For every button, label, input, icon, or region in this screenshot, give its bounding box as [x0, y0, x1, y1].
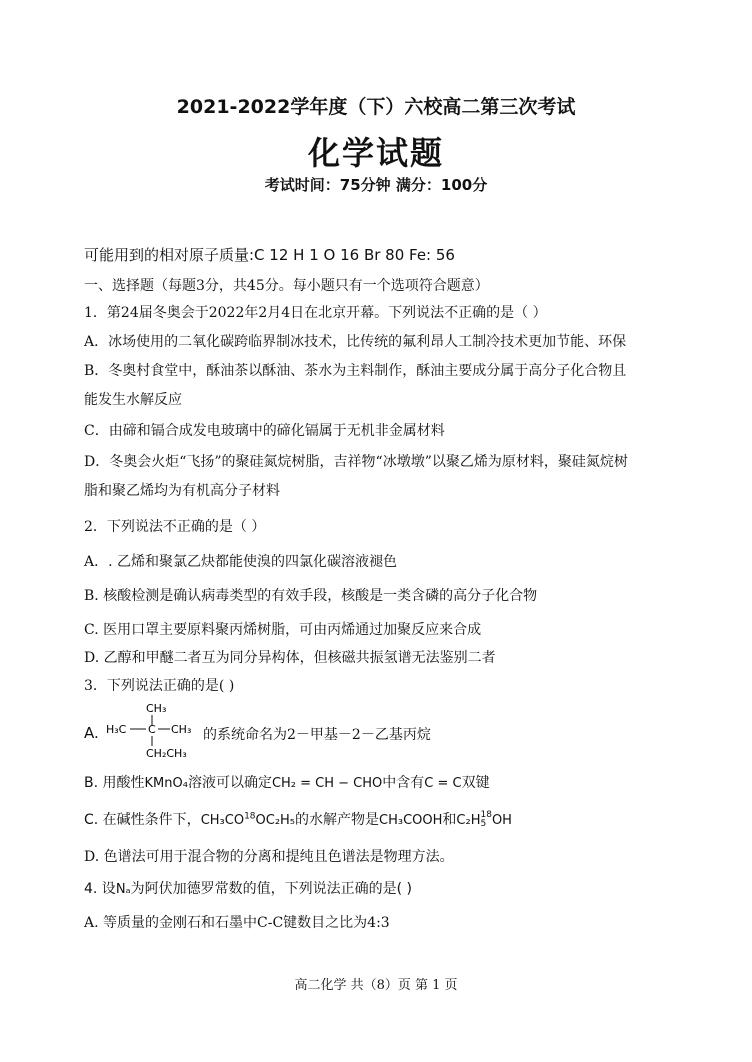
exam-title-subject: 化学试题 — [307, 134, 444, 172]
struct-ch3-top: CH₃ — [146, 702, 167, 715]
q1-option-b-line1: B．冬奥村食堂中，酥油茶以酥油、茶水为主料制作，酥油主要成分属于高分子化合物且 — [84, 363, 627, 379]
q3-option-d: D. 色谱法可用于混合物的分离和提纯且色谱法是物理方法。 — [84, 849, 454, 865]
q3-b-pre: B. 用酸性 — [84, 775, 145, 791]
q2-stem: 2．下列说法不正确的是（ ） — [84, 519, 266, 535]
q3-structure-diagram — [104, 700, 200, 762]
q3-c-formula-alcohol-sub: 5 — [480, 819, 487, 829]
struct-center-carbon: C — [148, 723, 156, 736]
q3-c-mid: 的水解产物是 — [295, 812, 380, 828]
q3-b-post: 双键 — [461, 775, 490, 791]
q4-option-a: A. 等质量的金刚石和石墨中C-C键数目之比为4:3 — [84, 915, 390, 931]
q2-option-a: A．. 乙烯和聚氯乙炔都能使溴的四氯化碳溶液褪色 — [84, 554, 398, 570]
q3-option-a-text: 的系统命名为2－甲基－2－乙基丙烷 — [203, 727, 431, 743]
q3-option-c — [84, 809, 512, 829]
q3-c-formula-acid: CH₃COOH — [379, 813, 443, 828]
q4-stem-formula: Nₐ — [115, 882, 131, 897]
q4-stem — [84, 878, 412, 898]
q1-option-d-line1: D．冬奥会火炬“飞扬”的聚硅氮烷树脂，吉祥物“冰墩墩”以聚乙烯为原材料，聚硅氮烷树 — [84, 454, 628, 470]
q3-c-and: 和 — [442, 812, 457, 828]
q4-stem-post: 为阿伏加德罗常数的值，下列说法正确的是( ) — [130, 881, 413, 897]
q1-stem: 1．第24届冬奥会于2022年2月4日在北京开幕。下列说法不正确的是（ ） — [84, 305, 547, 321]
q3-option-a-label: A. — [84, 724, 99, 742]
q3-c-pre: C. 在碱性条件下， — [84, 812, 201, 828]
q3-c-formula-alcohol-sup: 18 — [480, 810, 492, 820]
q1-option-d-line2: 脂和聚乙烯均为有机高分子材料 — [84, 483, 280, 499]
q2-option-c: C. 医用口罩主要原料聚丙烯树脂，可由丙烯通过加聚反应来合成 — [84, 622, 482, 638]
q3-stem: 3．下列说法正确的是( ) — [84, 678, 235, 694]
q3-c-formula-ester-b: OC₂H₅ — [255, 813, 296, 828]
q3-c-formula-alcohol-a: C₂H — [456, 813, 481, 828]
q3-b-formula-acrolein: CH₂ = CH − CHO — [271, 776, 383, 791]
page-footer: 高二化学 共（8）页 第 1 页 — [294, 978, 458, 993]
q2-option-d: D. 乙醇和甲醚二者互为同分异构体，但核磁共振氢谱无法鉴别二者 — [84, 650, 496, 666]
q3-option-b — [84, 772, 490, 792]
q4-stem-pre: 4. 设 — [84, 881, 116, 897]
q1-option-b-line2: 能发生水解反应 — [84, 392, 182, 408]
q1-option-c: C．由碲和镉合成发电玻璃中的碲化镉属于无机非金属材料 — [84, 423, 445, 439]
exam-info: 考试时间：75分钟 满分：100分 — [264, 176, 488, 194]
q3-b-mid2: 中含有 — [382, 775, 425, 791]
q3-c-formula-ester-a: CH₃CO — [200, 813, 245, 828]
q3-b-formula-kmno4: KMnO₄ — [144, 776, 188, 791]
atomic-masses: 可能用到的相对原子质量:C 12 H 1 O 16 Br 80 Fe: 56 — [84, 246, 455, 264]
section-heading: 一、选择题（每题3分，共45分。每小题只有一个选项符合题意） — [84, 278, 489, 294]
q3-b-formula-cc: C = C — [424, 776, 462, 791]
struct-ch3-right: CH₃ — [171, 723, 192, 736]
struct-ch2ch3-bottom: CH₂CH₃ — [146, 747, 187, 760]
q1-option-a: A．冰场使用的二氧化碳跨临界制冰技术，比传统的氟利昂人工制冷技术更加节能、环保 — [84, 334, 627, 350]
q3-b-mid: 溶液可以确定 — [187, 775, 272, 791]
q3-c-formula-alcohol-script — [481, 811, 492, 829]
q3-c-formula-alcohol-b: OH — [491, 813, 512, 828]
exam-title-line1: 2021-2022学年度（下）六校高二第三次考试 — [176, 96, 576, 118]
q3-c-formula-ester-sup: 18 — [244, 811, 256, 822]
struct-h3c-left: H₃C — [106, 723, 127, 736]
q2-option-b: B. 核酸检测是确认病毒类型的有效手段，核酸是一类含磷的高分子化合物 — [84, 588, 538, 604]
